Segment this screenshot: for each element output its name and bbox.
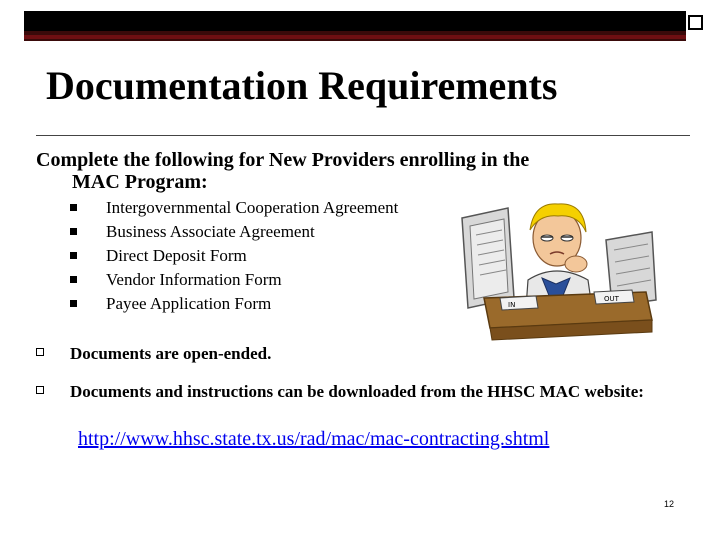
overworked-clerk-clipart <box>456 180 666 345</box>
clerk-figure <box>526 204 592 308</box>
in-tray-label: IN <box>508 301 516 309</box>
bullet-download <box>36 382 696 401</box>
paper-stack-left <box>462 208 514 308</box>
slide-title: Documentation Requirements <box>46 63 558 108</box>
corner-square-icon <box>688 15 703 30</box>
form-label: Direct Deposit Form <box>106 246 247 265</box>
bullet-text: Documents and instructions can be downloaded from the HHSC MAC website: <box>70 382 644 401</box>
square-bullet-icon <box>70 204 77 211</box>
list-item <box>70 244 398 268</box>
hollow-square-bullet-icon <box>36 348 44 356</box>
out-tray <box>594 290 634 304</box>
intro-line-1: Complete the following for New Providers enrolling in the <box>36 149 530 171</box>
list-item <box>70 220 398 244</box>
square-bullet-icon <box>70 300 77 307</box>
list-item <box>70 268 398 292</box>
square-bullet-icon <box>70 252 77 259</box>
hollow-square-bullet-icon <box>36 386 44 394</box>
bullet-open-ended <box>36 344 271 363</box>
square-bullet-icon <box>70 228 77 235</box>
bullet-text: Documents are open-ended. <box>70 344 272 363</box>
title-divider <box>36 135 690 136</box>
header-bar <box>24 11 686 41</box>
header-bar-accent <box>24 35 686 39</box>
list-item <box>70 196 398 220</box>
list-item <box>70 292 398 316</box>
intro-line-2: MAC Program: <box>72 171 208 193</box>
page-number: 12 <box>664 499 675 509</box>
forms-list <box>70 196 398 316</box>
mac-contracting-link[interactable]: http://www.hhsc.state.tx.us/rad/mac/mac-contracting.shtml <box>78 428 550 450</box>
out-tray-label: OUT <box>604 295 619 303</box>
form-label: Business Associate Agreement <box>106 222 315 241</box>
form-label: Payee Application Form <box>106 294 272 313</box>
form-label: Vendor Information Form <box>106 270 282 289</box>
square-bullet-icon <box>70 276 77 283</box>
form-label: Intergovernmental Cooperation Agreement <box>106 198 399 217</box>
in-tray <box>500 296 538 310</box>
